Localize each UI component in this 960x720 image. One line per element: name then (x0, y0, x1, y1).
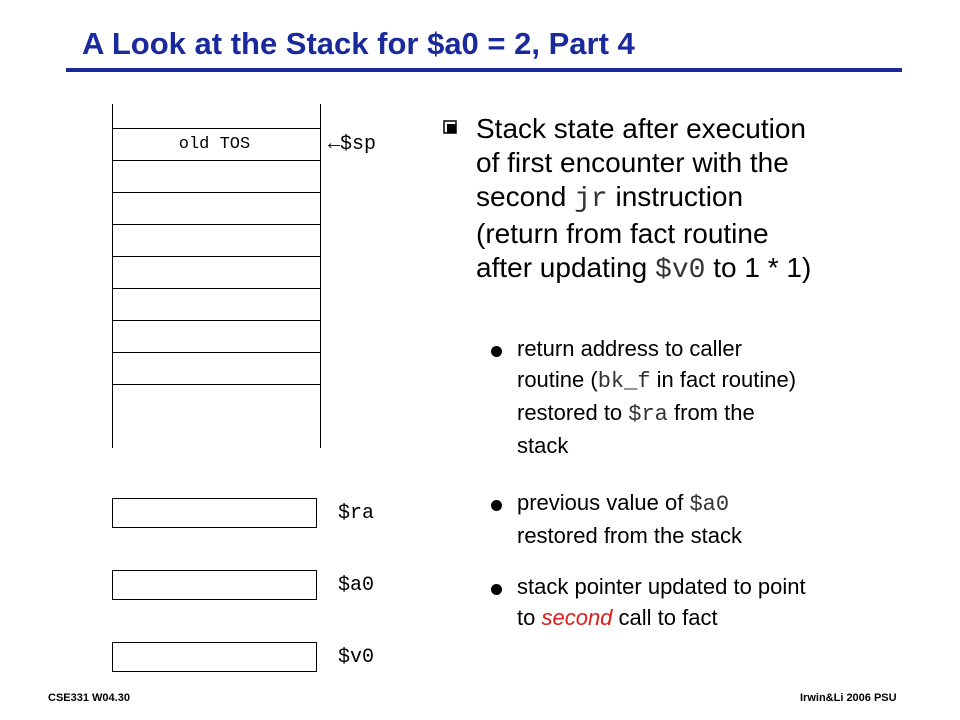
stack-row-divider (112, 288, 321, 289)
main-bullet-line: Stack state after execution (476, 113, 806, 144)
text-run: to (517, 605, 542, 630)
sp-label: $sp (340, 133, 377, 156)
sub-bullet-line (517, 602, 897, 633)
stack-row-divider (112, 256, 321, 257)
footer-credit: Irwin&Li 2006 PSU (800, 692, 897, 704)
text-run: in fact routine) (650, 367, 797, 392)
text-run: after updating (476, 252, 656, 283)
stack-row-divider (112, 384, 321, 385)
code-a0: $a0 (689, 492, 730, 517)
text-run: restored to (517, 400, 629, 425)
round-bullet-icon (491, 584, 502, 595)
v0-register-box (112, 642, 317, 672)
text-run: second (476, 181, 575, 212)
footer-course-code: CSE331 W04.30 (48, 692, 130, 704)
main-bullet-line (476, 180, 916, 217)
code-v0: $v0 (655, 255, 706, 286)
square-bullet-icon (443, 120, 457, 134)
stack-row-divider (112, 160, 321, 161)
text-run: to 1 * 1) (705, 252, 812, 283)
main-bullet-line: (return from fact routine (476, 218, 769, 249)
round-bullet-icon (491, 500, 502, 511)
main-bullet-line: of first encounter with the (476, 147, 789, 178)
stack-right-edge (320, 104, 321, 448)
sub-bullet-line: stack pointer updated to point (517, 574, 806, 599)
text-run: instruction (607, 181, 744, 212)
sp-pointer (328, 133, 376, 156)
main-bullet (476, 112, 916, 288)
stack-left-edge (112, 104, 113, 448)
sub-bullet-line: restored from the stack (517, 523, 742, 548)
left-arrow-icon: ← (328, 133, 341, 156)
sub-bullet-line (517, 364, 897, 397)
v0-register-label: $v0 (338, 646, 375, 669)
sub-bullet-line: stack (517, 433, 569, 458)
sub-bullet-stack-pointer (517, 571, 897, 633)
sub-bullet-return-address (517, 333, 897, 461)
emphasis-second: second (541, 605, 613, 630)
round-bullet-icon (491, 346, 502, 357)
old-tos-label: old TOS (178, 135, 251, 154)
stack-row-divider (112, 320, 321, 321)
code-bk-f: bk_f (597, 369, 651, 394)
stack-row-divider (112, 192, 321, 193)
ra-register-label: $ra (338, 502, 375, 525)
sub-bullet-line (517, 487, 897, 520)
slide-title: A Look at the Stack for $a0 = 2, Part 4 (82, 26, 635, 61)
main-bullet-line (476, 251, 916, 288)
text-run: previous value of (517, 490, 690, 515)
text-run: call to fact (612, 605, 718, 630)
sub-bullet-line (517, 397, 897, 430)
title-underline (66, 68, 902, 72)
sub-bullet-previous-value (517, 487, 897, 551)
stack-row-divider (112, 224, 321, 225)
stack-row-divider (112, 352, 321, 353)
code-jr: jr (574, 184, 608, 215)
ra-register-box (112, 498, 317, 528)
a0-register-label: $a0 (338, 574, 375, 597)
text-run: from the (667, 400, 755, 425)
a0-register-box (112, 570, 317, 600)
code-ra: $ra (628, 402, 668, 427)
text-run: routine ( (517, 367, 598, 392)
sub-bullet-line: return address to caller (517, 336, 742, 361)
stack-row-divider (112, 128, 321, 129)
